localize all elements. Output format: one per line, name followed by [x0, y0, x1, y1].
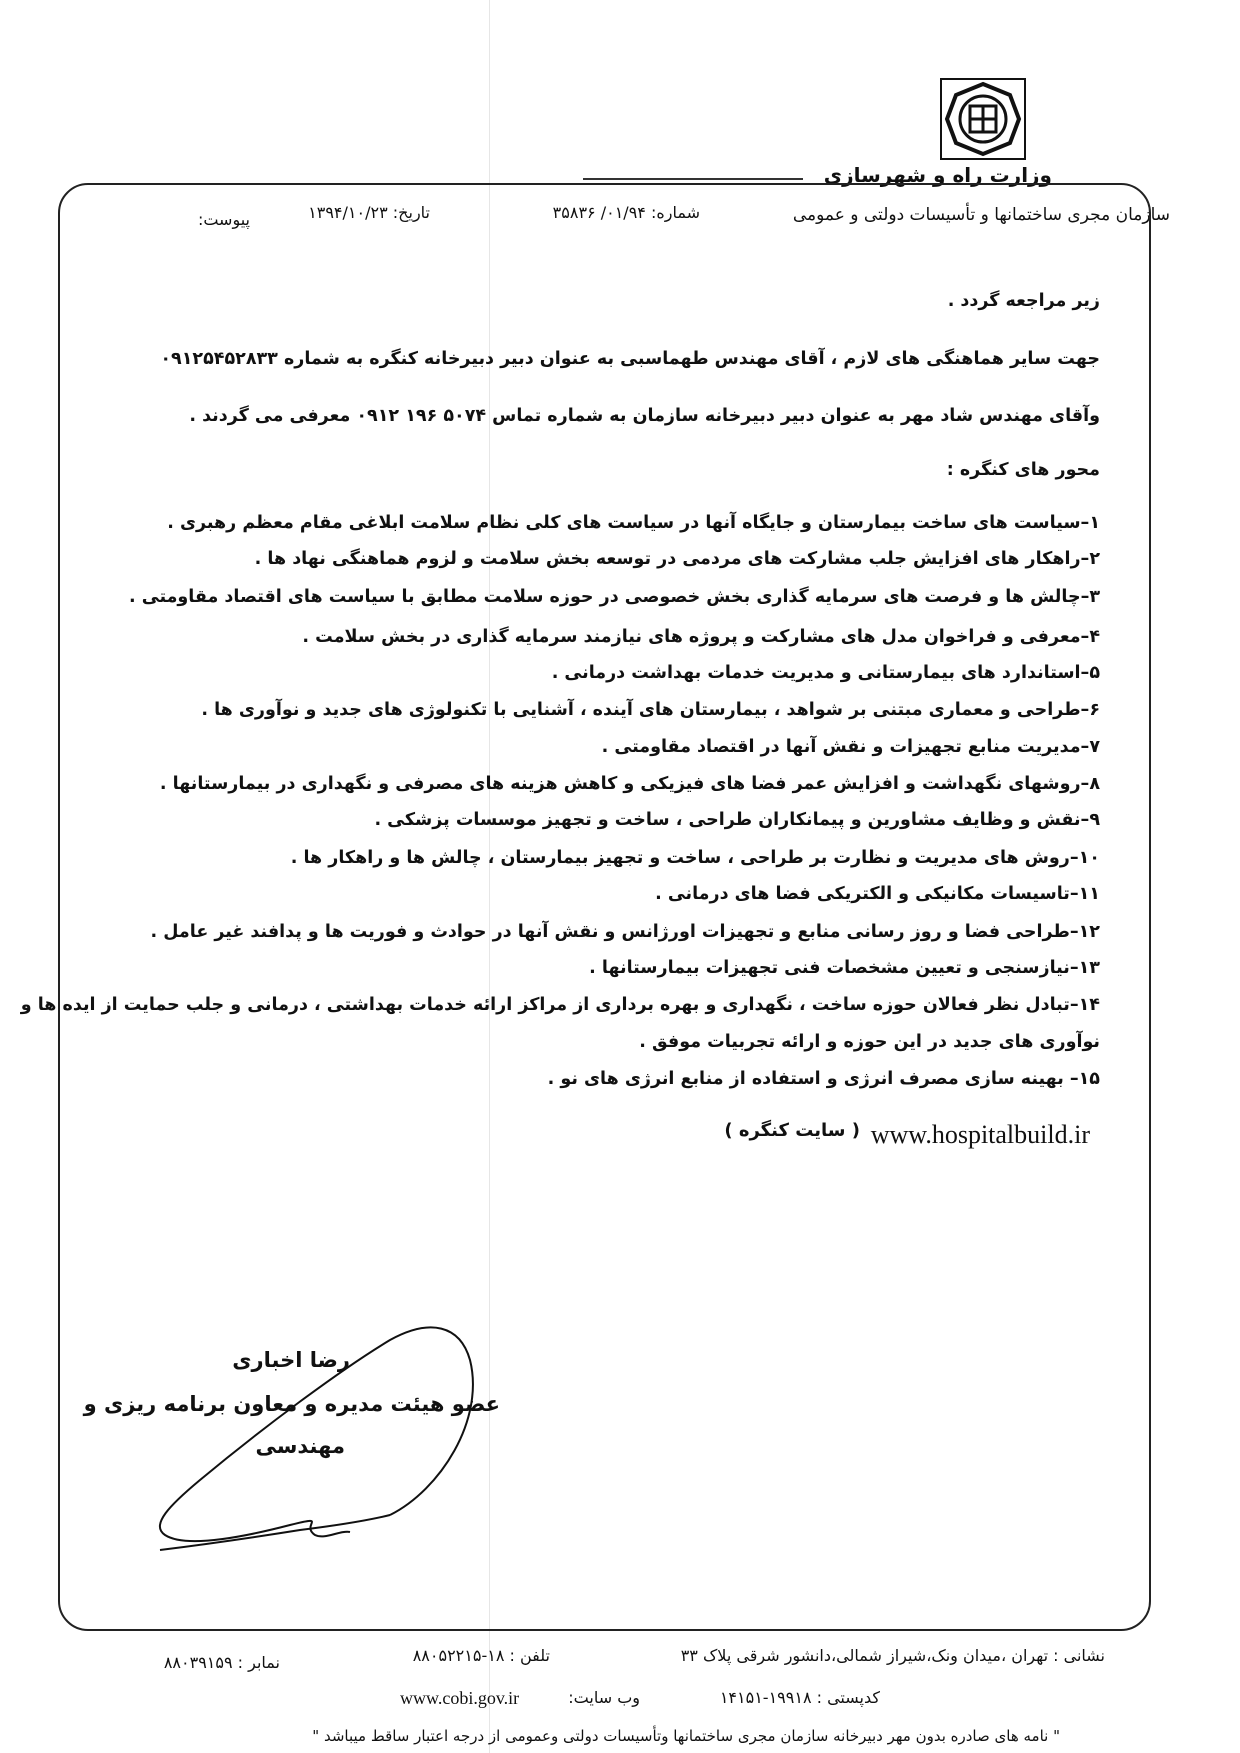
- header-divider: [583, 178, 803, 180]
- date-value: ۱۳۹۴/۱۰/۲۳: [308, 203, 388, 222]
- number-label: شماره:: [650, 203, 700, 222]
- attachment-label: پیوست:: [197, 210, 250, 229]
- footer-address: نشانی : تهران ،میدان ونک،شیراز شمالی،دانشور شرقی پلاک ۳۳: [680, 1646, 1105, 1665]
- list-item: ۱–سیاست های ساخت بیمارستان و جایگاه آنها در سیاست های کلی نظام سلامت ابلاغی مقام معظم رهبری .: [167, 513, 1100, 533]
- footer-website-label: وب سایت:: [568, 1688, 640, 1707]
- list-item: ۱۲–طراحی فضا و روز رسانی منابع و تجهیزات اورژانس و نقش آنها در حوادث و فوریت ها و پدافند غیر عامل .: [150, 922, 1100, 942]
- signatory-name: رضا اخباری: [232, 1348, 350, 1372]
- list-item: ۱۰–روش های مدیریت و نظارت بر طراحی ، ساخت و تجهیز بیمارستان ، چالش ها و راهکار ها .: [290, 848, 1100, 868]
- footer-website-link[interactable]: www.cobi.gov.ir: [400, 1688, 520, 1708]
- ministry-name: وزارت راه و شهرسازی: [823, 163, 1052, 187]
- date-label: تاریخ:: [392, 203, 430, 222]
- ministry-logo: [940, 78, 1026, 160]
- list-item: ۵–استاندارد های بیمارستانی و مدیریت خدمات بهداشت درمانی .: [551, 663, 1100, 683]
- footer-postal-code: کدپستی : ۱۹۹۱۸-۱۴۱۵۱: [719, 1688, 880, 1707]
- congress-website-label: ( سایت کنگره ): [724, 1120, 860, 1141]
- body-line-1: زیر مراجعه گردد .: [947, 291, 1100, 311]
- list-item: ۱۳–نیازسنجی و تعیین مشخصات فنی تجهیزات بیمارستانها .: [589, 958, 1100, 978]
- body-line-2: جهت سایر هماهنگی های لازم ، آقای مهندس طهماسبی به عنوان دبیر دبیرخانه کنگره به شماره ۰۹۱۲۵۴۵۲۸۳۳: [160, 349, 1100, 369]
- list-item: ۱۵– بهینه سازی مصرف انرژی و استفاده از منابع انرژی های نو .: [547, 1069, 1100, 1089]
- list-item: نوآوری های جدید در این حوزه و ارائه تجربیات موفق .: [639, 1032, 1100, 1052]
- list-item: ۱۴–تبادل نظر فعالان حوزه ساخت ، نگهداری و بهره برداری از مراکز ارائه خدمات بهداشتی ، درمانی و جلب حمایت از ایده ها و: [20, 995, 1100, 1015]
- list-item: ۹–نقش و وظایف مشاورین و پیمانکاران طراحی ، ساخت و تجهیز موسسات پزشکی .: [374, 810, 1100, 830]
- footer-phone: تلفن : ۱۸-۸۸۰۵۲۲۱۵: [412, 1646, 550, 1665]
- list-item: ۱۱–تاسیسات مکانیکی و الکتریکی فضا های درمانی .: [655, 884, 1100, 904]
- footer-note: " نامه های صادره بدون مهر دبیرخانه سازمان مجری ساختمانها وتأسیسات دولتی وعمومی از درجه اعتبار ساقط میباشد ": [312, 1727, 1060, 1745]
- body-line-3: وآقای مهندس شاد مهر به عنوان دبیر دبیرخانه سازمان به شماره تماس ۵۰۷۴ ۱۹۶ ۰۹۱۲ معرفی می گردند .: [189, 406, 1100, 426]
- signatory-title: عضو هیئت مدیره و معاون برنامه ریزی و: [83, 1392, 500, 1416]
- footer-fax: نمابر : ۸۸۰۳۹۱۵۹: [163, 1653, 280, 1672]
- organization-name: سازمان مجری ساختمانها و تأسیسات دولتی و عمومی: [792, 205, 1170, 225]
- list-item: ۴–معرفی و فراخوان مدل های مشارکت و پروژه های نیازمند سرمایه گذاری در بخش سلامت .: [302, 627, 1100, 647]
- list-item: ۸–روشهای نگهداشت و افزایش عمر فضا های فیزیکی و کاهش هزینه های مصرفی و نگهداری در بیمارستانها .: [159, 774, 1100, 794]
- list-item: ۷–مدیریت منابع تجهیزات و نقش آنها در اقتصاد مقاومتی .: [601, 737, 1100, 757]
- list-item: ۲–راهکار های افزایش جلب مشارکت های مردمی در توسعه بخش سلامت و لزوم هماهنگی نهاد ها .: [254, 549, 1100, 569]
- signatory-title-cont: مهندسی: [255, 1434, 345, 1458]
- congress-website-link[interactable]: www.hospitalbuild.ir: [870, 1120, 1090, 1149]
- axes-title: محور های کنگره :: [946, 460, 1100, 480]
- list-item: ۶–طراحی و معماری مبتنی بر شواهد ، بیمارستان های آینده ، آشنایی با تکنولوژی های جدید و نوآوری ها .: [201, 700, 1100, 720]
- number-value: ۰۱/۹۴/ ۳۵۸۳۶: [552, 203, 646, 222]
- list-item: ۳–چالش ها و فرصت های سرمایه گذاری بخش خصوصی در حوزه سلامت مطابق با سیاست های اقتصاد مقاومتی .: [129, 587, 1100, 607]
